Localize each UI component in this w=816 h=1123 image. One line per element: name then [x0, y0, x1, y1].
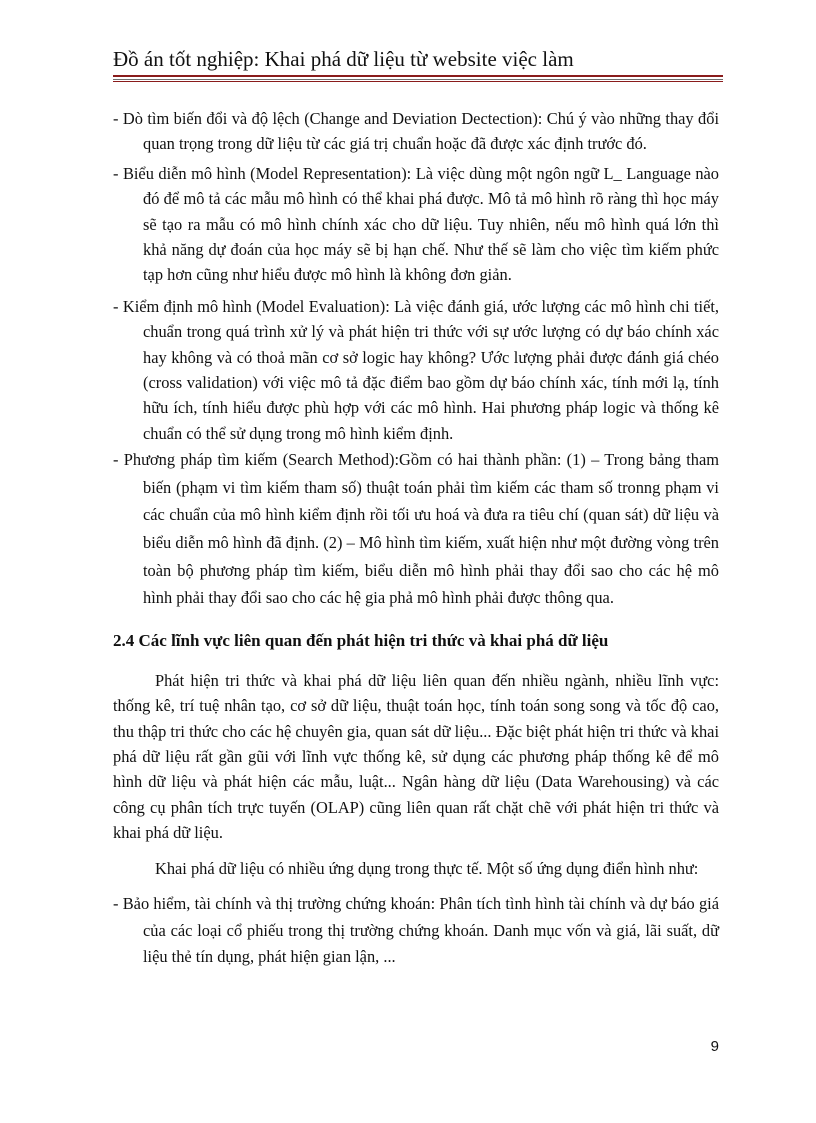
header-rule-top	[113, 75, 723, 77]
header-rule-middle	[113, 79, 723, 80]
section-heading: 2.4 Các lĩnh vực liên quan đến phát hiện tri thức và khai phá dữ liệu	[113, 630, 609, 650]
bullet-model-representation: - Biểu diễn mô hình (Model Representation): Là việc dùng một ngôn ngữ L_ Language nào đó để mô tả các mẫu mô hình có thể khai phá được. Mô tả mô hình rõ ràng thì học máy sẽ tạo ra mẫu có mô hình chính xác cho dữ liệu. Tuy nhiên, nếu mô hình quá lớn thì khả năng dự đoán của học máy sẽ bị hạn chế. Như thế sẽ làm cho việc tìm kiếm phức tạp hơn cũng như hiểu được mô hình là không đơn giản.	[113, 163, 719, 285]
bullet-change-deviation: - Dò tìm biến đổi và độ lệch (Change and Deviation Dectection): Chú ý vào những thay đổi quan trọng trong dữ liệu từ các giá trị chuẩn hoặc đã được xác định trước đó.	[113, 109, 719, 154]
header-rule-bottom	[113, 81, 723, 82]
section-paragraph-1: Phát hiện tri thức và khai phá dữ liệu liên quan đến nhiều ngành, nhiều lĩnh vực: thống kê, trí tuệ nhân tạo, cơ sở dữ liệu, thuật toán học, tính toán song song và tốc độ cao, thu thập tri thức cho các hệ chuyên gia, quan sát dữ liệu... Đặc biệt phát hiện tri thức và khai phá dữ liệu rất gần gũi với lĩnh vực thống kê, sử dụng các phương pháp thống kê để mô hình dữ liệu và phát hiện các mẫu, luật... Ngân hàng dữ liệu (Data Warehousing) và các công cụ phân tích trực tuyến (OLAP) cũng liên quan rất chặt chẽ với phát hiện tri thức và khai phá dữ liệu.	[113, 670, 719, 843]
page-body	[113, 106, 719, 971]
bullet-model-evaluation: - Kiểm định mô hình (Model Evaluation): Là việc đánh giá, ước lượng các mô hình chi tiết, chuẩn trong quá trình xử lý và phát hiện tri thức với sự ước lượng có dự báo chính xác hay không và có thoả mãn cơ sở logic hay không? Ước lượng phải được đánh giá chéo (cross validation) với việc mô tả đặc điểm bao gồm dự báo chính xác, tính mới lạ, tính hữu ích, tính hiểu được phù hợp với các mô hình. Hai phương pháp logic và thống kê chuẩn có thể sử dụng trong mô hình kiểm định.	[113, 296, 719, 443]
bullet-search-method: - Phương pháp tìm kiếm (Search Method):Gồm có hai thành phần: (1) – Trong bảng tham biến (phạm vi tìm kiếm tham số) thuật toán phải tìm kiếm các tham số tronng phạm vi các chuẩn của mô hình kiểm định rồi tối ưu hoá và đưa ra tiêu chí (quan sát) dữ liệu và biểu diễn mô hình đã định. (2) – Mô hình tìm kiếm, xuất hiện như một đường vòng trên toàn bộ phương pháp tìm kiếm, biểu diễn mô hình phải thay đổi sao cho các hệ mô hình phải thay đổi sao cho các hệ gia phả mô hình phải được thông qua.	[113, 450, 719, 608]
section-paragraph-2: Khai phá dữ liệu có nhiều ứng dụng trong thực tế. Một số ứng dụng điển hình như:	[155, 858, 699, 878]
page-number: 9	[710, 1038, 719, 1055]
bullet-insurance-finance: - Bảo hiểm, tài chính và thị trường chứng khoán: Phân tích tình hình tài chính và dự báo giá của các loại cổ phiếu trong thị trường chứng khoán. Danh mục vốn và giá, lãi suất, dữ liệu thẻ tín dụng, phát hiện gian lận, ...	[113, 894, 719, 967]
page-header-title: Đồ án tốt nghiệp: Khai phá dữ liệu từ website việc làm	[113, 47, 574, 71]
